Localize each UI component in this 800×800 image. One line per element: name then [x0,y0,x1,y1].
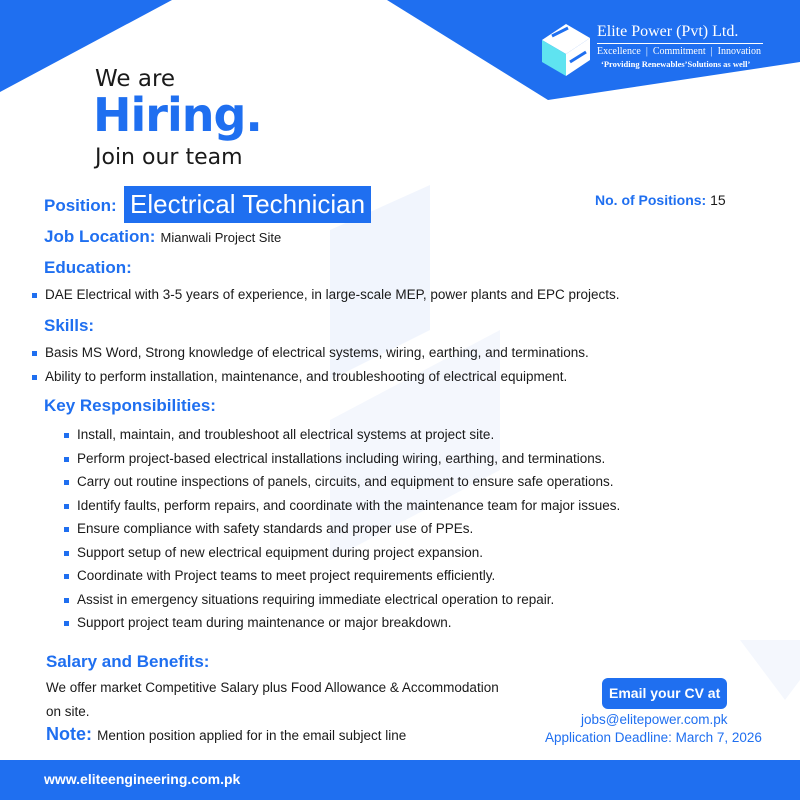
salary-line2: on site. [46,704,90,719]
positions-count-label: No. of Positions: [595,192,707,208]
skills-list [32,345,589,392]
list-item: Support setup of new electrical equipment during project expansion. [64,545,620,569]
list-item: Install, maintain, and troubleshoot all electrical systems at project site. [64,427,620,451]
note-label: Note: [46,724,92,744]
positions-count-value: 15 [710,192,726,208]
list-item: Ability to perform installation, maintenance, and troubleshooting of electrical equipment. [32,369,589,393]
list-item: Support project team during maintenance or major breakdown. [64,615,620,639]
brand-logo-icon [538,18,592,76]
email-cv-button[interactable]: Email your CV at [602,678,727,709]
list-item: Perform project-based electrical installations including wiring, earthing, and terminations. [64,451,620,475]
education-list [32,287,620,311]
responsibilities-label: Key Responsibilities: [44,396,216,415]
position-value: Electrical Technician [124,186,371,223]
list-item: Assist in emergency situations requiring immediate electrical operation to repair. [64,592,620,616]
education-label: Education: [44,258,132,277]
salary-line1: We offer market Competitive Salary plus Food Allowance & Accommodation [46,680,499,695]
list-item: Identify faults, perform repairs, and coordinate with the maintenance team for major issues. [64,498,620,522]
apply-email-link[interactable]: jobs@elitepower.com.pk [581,712,728,727]
skills-label: Skills: [44,316,95,335]
hero-subtitle: Join our team [95,145,243,170]
responsibilities-list [64,427,620,639]
location-value: Mianwali Project Site [160,230,282,245]
position-label: Position: [44,196,117,215]
list-item: Coordinate with Project teams to meet project requirements efficiently. [64,568,620,592]
footer-bar [0,760,800,800]
note-text: Mention position applied for in the email subject line [97,728,407,743]
location-label: Job Location: [44,227,156,246]
hero-line1: We are [95,66,176,92]
salary-label: Salary and Benefits: [46,652,210,671]
hero-title: Hiring. [93,88,262,142]
brand-tagline: Excellence | Commitment | Innovation [597,46,761,57]
brand-slogan: ‘Providing Renewables’Solutions as well’ [601,59,751,69]
footer-website-link[interactable]: www.eliteengineering.com.pk [44,771,241,787]
list-item: Ensure compliance with safety standards and proper use of PPEs. [64,521,620,545]
list-item: DAE Electrical with 3-5 years of experience, in large-scale MEP, power plants and EPC projects. [32,287,620,311]
brand-name: Elite Power (Pvt) Ltd. [597,23,739,40]
brand-divider [597,43,763,44]
list-item: Basis MS Word, Strong knowledge of electrical systems, wiring, earthing, and terminations. [32,345,589,369]
application-deadline: Application Deadline: March 7, 2026 [545,730,762,745]
list-item: Carry out routine inspections of panels, circuits, and equipment to ensure safe operations. [64,474,620,498]
